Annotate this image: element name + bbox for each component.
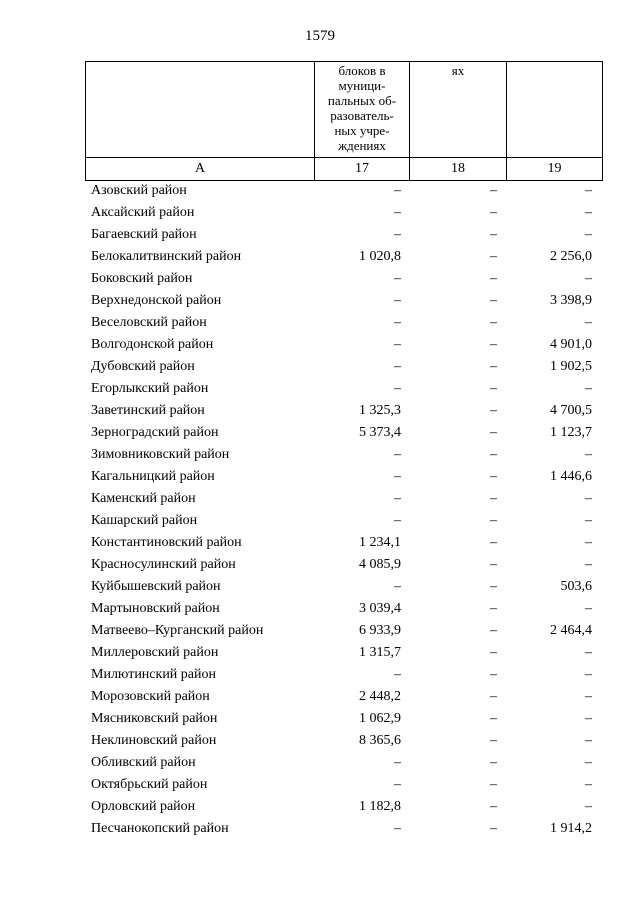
row-value-col-17: – bbox=[394, 447, 401, 462]
row-district-name: Орловский район bbox=[91, 799, 196, 814]
row-value-col-17: – bbox=[394, 293, 401, 308]
row-value-col-17: 1 182,8 bbox=[359, 799, 401, 814]
row-value-col-18: – bbox=[490, 447, 497, 462]
row-value-col-18: – bbox=[490, 381, 497, 396]
table-row bbox=[85, 664, 600, 686]
row-value-col-17: 3 039,4 bbox=[359, 601, 401, 616]
row-value-col-18: – bbox=[490, 777, 497, 792]
row-value-col-17: 8 365,6 bbox=[359, 733, 401, 748]
row-value-col-18: – bbox=[490, 293, 497, 308]
row-value-col-18: – bbox=[490, 733, 497, 748]
table-row bbox=[85, 488, 600, 510]
row-value-col-19: – bbox=[585, 315, 592, 330]
header-col-a bbox=[86, 62, 315, 158]
table-row bbox=[85, 510, 600, 532]
row-value-col-17: 4 085,9 bbox=[359, 557, 401, 572]
row-district-name: Азовский район bbox=[91, 183, 187, 198]
row-district-name: Неклиновский район bbox=[91, 733, 217, 748]
row-value-col-17: 6 933,9 bbox=[359, 623, 401, 638]
row-value-col-17: – bbox=[394, 381, 401, 396]
row-value-col-19: 3 398,9 bbox=[550, 293, 592, 308]
row-value-col-17: – bbox=[394, 183, 401, 198]
row-value-col-19: 4 700,5 bbox=[550, 403, 592, 418]
row-value-col-17: – bbox=[394, 337, 401, 352]
table-row bbox=[85, 554, 600, 576]
row-value-col-19: 4 901,0 bbox=[550, 337, 592, 352]
row-value-col-19: – bbox=[585, 227, 592, 242]
table-row bbox=[85, 202, 600, 224]
row-value-col-19: – bbox=[585, 447, 592, 462]
table-row bbox=[85, 246, 600, 268]
row-value-col-18: – bbox=[490, 799, 497, 814]
table-row bbox=[85, 730, 600, 752]
header-col-17-text: блоков в муници- пальных об- разователь- ных учре- ждениях bbox=[327, 63, 397, 153]
row-value-col-19: – bbox=[585, 667, 592, 682]
row-value-col-17: 1 020,8 bbox=[359, 249, 401, 264]
row-district-name: Боковский район bbox=[91, 271, 193, 286]
row-district-name: Егорлыкский район bbox=[91, 381, 209, 396]
table-row bbox=[85, 400, 600, 422]
row-district-name: Кагальницкий район bbox=[91, 469, 215, 484]
row-value-col-18: – bbox=[490, 315, 497, 330]
table-row bbox=[85, 752, 600, 774]
table-row bbox=[85, 378, 600, 400]
row-value-col-18: – bbox=[490, 227, 497, 242]
table-row bbox=[85, 180, 600, 202]
row-district-name: Веселовский район bbox=[91, 315, 207, 330]
header-col-17 bbox=[315, 62, 410, 158]
row-value-col-17: – bbox=[394, 821, 401, 836]
row-value-col-17: 1 315,7 bbox=[359, 645, 401, 660]
table-row bbox=[85, 774, 600, 796]
row-value-col-18: – bbox=[490, 601, 497, 616]
row-value-col-19: – bbox=[585, 183, 592, 198]
row-value-col-19: – bbox=[585, 557, 592, 572]
row-district-name: Октябрьский район bbox=[91, 777, 208, 792]
row-value-col-17: – bbox=[394, 579, 401, 594]
row-district-name: Песчанокопский район bbox=[91, 821, 229, 836]
table-row bbox=[85, 532, 600, 554]
header-row bbox=[86, 62, 603, 158]
table-row bbox=[85, 224, 600, 246]
row-district-name: Морозовский район bbox=[91, 689, 210, 704]
row-value-col-19: – bbox=[585, 755, 592, 770]
header-col-19 bbox=[507, 62, 603, 158]
table-row bbox=[85, 708, 600, 730]
row-value-col-18: – bbox=[490, 359, 497, 374]
column-number-19: 19 bbox=[507, 158, 603, 181]
row-value-col-18: – bbox=[490, 337, 497, 352]
row-value-col-17: – bbox=[394, 359, 401, 374]
row-value-col-18: – bbox=[490, 513, 497, 528]
row-district-name: Куйбышевский район bbox=[91, 579, 221, 594]
row-value-col-19: 2 256,0 bbox=[550, 249, 592, 264]
row-district-name: Миллеровский район bbox=[91, 645, 219, 660]
header-col-a-text bbox=[86, 62, 314, 63]
row-value-col-17: – bbox=[394, 755, 401, 770]
column-number-row bbox=[86, 158, 603, 181]
column-number-17: 17 bbox=[315, 158, 410, 181]
header-col-18 bbox=[410, 62, 507, 158]
row-value-col-18: – bbox=[490, 271, 497, 286]
row-value-col-19: – bbox=[585, 799, 592, 814]
row-value-col-19: – bbox=[585, 711, 592, 726]
row-value-col-19: – bbox=[585, 645, 592, 660]
table-row bbox=[85, 312, 600, 334]
table-row bbox=[85, 290, 600, 312]
row-value-col-19: 1 123,7 bbox=[550, 425, 592, 440]
row-value-col-19: – bbox=[585, 535, 592, 550]
row-district-name: Зимовниковский район bbox=[91, 447, 230, 462]
row-value-col-17: – bbox=[394, 513, 401, 528]
row-district-name: Каменский район bbox=[91, 491, 196, 506]
row-district-name: Аксайский район bbox=[91, 205, 195, 220]
row-value-col-17: – bbox=[394, 469, 401, 484]
row-district-name: Заветинский район bbox=[91, 403, 205, 418]
table-row bbox=[85, 466, 600, 488]
table-body bbox=[85, 180, 600, 840]
row-district-name: Мартыновский район bbox=[91, 601, 220, 616]
row-value-col-18: – bbox=[490, 755, 497, 770]
row-district-name: Красносулинский район bbox=[91, 557, 236, 572]
row-district-name: Константиновский район bbox=[91, 535, 242, 550]
row-district-name: Мясниковский район bbox=[91, 711, 218, 726]
row-value-col-19: – bbox=[585, 381, 592, 396]
row-value-col-17: – bbox=[394, 315, 401, 330]
row-value-col-18: – bbox=[490, 667, 497, 682]
table-row bbox=[85, 334, 600, 356]
row-district-name: Белокалитвинский район bbox=[91, 249, 242, 264]
row-value-col-18: – bbox=[490, 623, 497, 638]
row-value-col-19: 2 464,4 bbox=[550, 623, 592, 638]
table-header bbox=[85, 61, 603, 181]
row-value-col-18: – bbox=[490, 183, 497, 198]
row-district-name: Матвеево–Курганский район bbox=[91, 623, 264, 638]
row-value-col-18: – bbox=[490, 711, 497, 726]
row-district-name: Багаевский район bbox=[91, 227, 197, 242]
row-value-col-18: – bbox=[490, 579, 497, 594]
row-district-name: Кашарский район bbox=[91, 513, 198, 528]
row-value-col-18: – bbox=[490, 821, 497, 836]
column-number-18: 18 bbox=[410, 158, 507, 181]
row-value-col-19: 1 914,2 bbox=[550, 821, 592, 836]
row-value-col-18: – bbox=[490, 425, 497, 440]
row-value-col-18: – bbox=[490, 535, 497, 550]
row-district-name: Милютинский район bbox=[91, 667, 217, 682]
row-value-col-18: – bbox=[490, 205, 497, 220]
row-value-col-17: – bbox=[394, 227, 401, 242]
row-district-name: Дубовский район bbox=[91, 359, 195, 374]
row-value-col-17: 2 448,2 bbox=[359, 689, 401, 704]
table-row bbox=[85, 444, 600, 466]
row-value-col-17: – bbox=[394, 271, 401, 286]
column-number-a: А bbox=[86, 158, 315, 181]
table-row bbox=[85, 686, 600, 708]
row-value-col-18: – bbox=[490, 491, 497, 506]
table-row bbox=[85, 818, 600, 840]
row-value-col-18: – bbox=[490, 557, 497, 572]
row-value-col-17: – bbox=[394, 777, 401, 792]
table-row bbox=[85, 422, 600, 444]
row-value-col-19: – bbox=[585, 689, 592, 704]
table-row bbox=[85, 598, 600, 620]
row-value-col-19: 503,6 bbox=[560, 579, 592, 594]
row-value-col-19: – bbox=[585, 205, 592, 220]
header-col-19-text bbox=[507, 62, 602, 63]
row-value-col-17: – bbox=[394, 667, 401, 682]
table-row bbox=[85, 620, 600, 642]
row-value-col-18: – bbox=[490, 469, 497, 484]
row-value-col-19: 1 902,5 bbox=[550, 359, 592, 374]
row-value-col-19: – bbox=[585, 733, 592, 748]
row-value-col-17: 1 234,1 bbox=[359, 535, 401, 550]
row-district-name: Верхнедонской район bbox=[91, 293, 222, 308]
row-value-col-19: – bbox=[585, 271, 592, 286]
row-value-col-17: – bbox=[394, 491, 401, 506]
row-district-name: Обливский район bbox=[91, 755, 196, 770]
row-district-name: Зерноградский район bbox=[91, 425, 219, 440]
row-district-name: Волгодонской район bbox=[91, 337, 214, 352]
row-value-col-18: – bbox=[490, 689, 497, 704]
row-value-col-19: – bbox=[585, 491, 592, 506]
row-value-col-19: – bbox=[585, 777, 592, 792]
row-value-col-17: 1 062,9 bbox=[359, 711, 401, 726]
row-value-col-18: – bbox=[490, 403, 497, 418]
row-value-col-17: 5 373,4 bbox=[359, 425, 401, 440]
row-value-col-17: 1 325,3 bbox=[359, 403, 401, 418]
row-value-col-19: – bbox=[585, 601, 592, 616]
page-number: 1579 bbox=[305, 28, 335, 44]
table-row bbox=[85, 356, 600, 378]
row-value-col-19: – bbox=[585, 513, 592, 528]
table-row bbox=[85, 796, 600, 818]
table-row bbox=[85, 642, 600, 664]
row-value-col-18: – bbox=[490, 645, 497, 660]
table-row bbox=[85, 268, 600, 290]
header-col-18-text: ях bbox=[451, 63, 465, 78]
row-value-col-17: – bbox=[394, 205, 401, 220]
row-value-col-18: – bbox=[490, 249, 497, 264]
table-row bbox=[85, 576, 600, 598]
row-value-col-19: 1 446,6 bbox=[550, 469, 592, 484]
